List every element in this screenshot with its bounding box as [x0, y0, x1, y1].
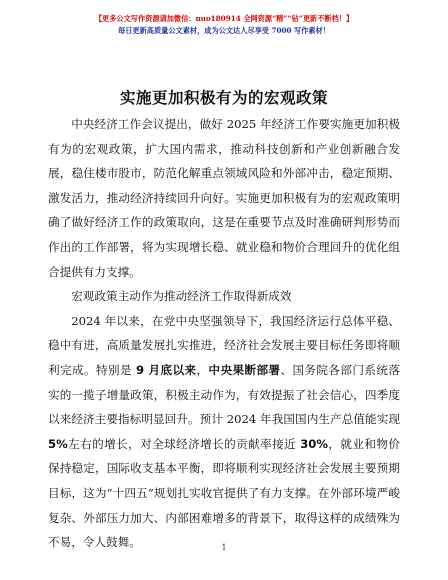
section-heading: 宏观政策主动作为推动经济工作取得新成效 [71, 289, 292, 304]
banner-line-promo: 【更多公文写作资源请加微信：nuo180914 全网资源“精”“钻”更新不断档！】 [94, 14, 354, 23]
page-number: 1 [221, 543, 227, 552]
emphasis-text: 30% [300, 436, 328, 451]
text-run: ， [196, 362, 209, 377]
emphasis-text: 9 月底以来 [136, 362, 197, 377]
text-run: 左右的增长，对全球经济增长的贡献率接近 [67, 436, 301, 451]
emphasis-text: 中央果断部署 [208, 362, 281, 377]
document-body [48, 112, 400, 555]
document-title: 实施更加积极有为的宏观政策 [119, 89, 328, 107]
paragraph-intro: 中央经济工作会议提出，做好 2025 年经济工作要实施更加积极有为的宏观政策，扩大国内需求，推动科技创新和产业创新融合发展，稳住楼市股市，防范化解重点领域风险和外部冲击，稳定预期、激发活力，推动经济持续回升向好。实施更加积极有为的宏观政策明确了做好经济工作的政策取向，这是在重要节点及时准确研判形势而作出的工作部署，将为实现增长稳、就业稳和物价合理回升的优化组合提供有力支撑。 [48, 117, 400, 279]
banner-line-daily: 每日更新高质量公文素材，成为公文达人尽享受 7000 写作素材！ [118, 26, 330, 35]
text-run: 、国务院各部门系统落实的一揽子增量政策，积极主动作为，有效提振了社会信心，四季度以来经济主要指标明显回升。预计 2024 年我国国内生产总值能实现 [48, 362, 400, 427]
text-run: ，就业和物价保持稳定，国际收支基本平衡，即将顺利实现经济社会发展主要预期目标，这为“十四五”规划扎实收官提供了有力支撑。在外部环境严峻复杂、外部压力加大、内部困难增多的背景下，取得这样的成绩殊为不易，令人鼓舞。 [48, 436, 400, 550]
paragraph-achievements [48, 309, 400, 555]
emphasis-text: 5% [48, 436, 68, 451]
text-run: 2024 年以来，在党中央坚强领导下，我国经济运行总体平稳、稳中有进，高质量发展扎实推进，经济社会发展主要目标任务即将顺利完成。特别是 [48, 313, 400, 377]
header-banner [0, 13, 448, 37]
